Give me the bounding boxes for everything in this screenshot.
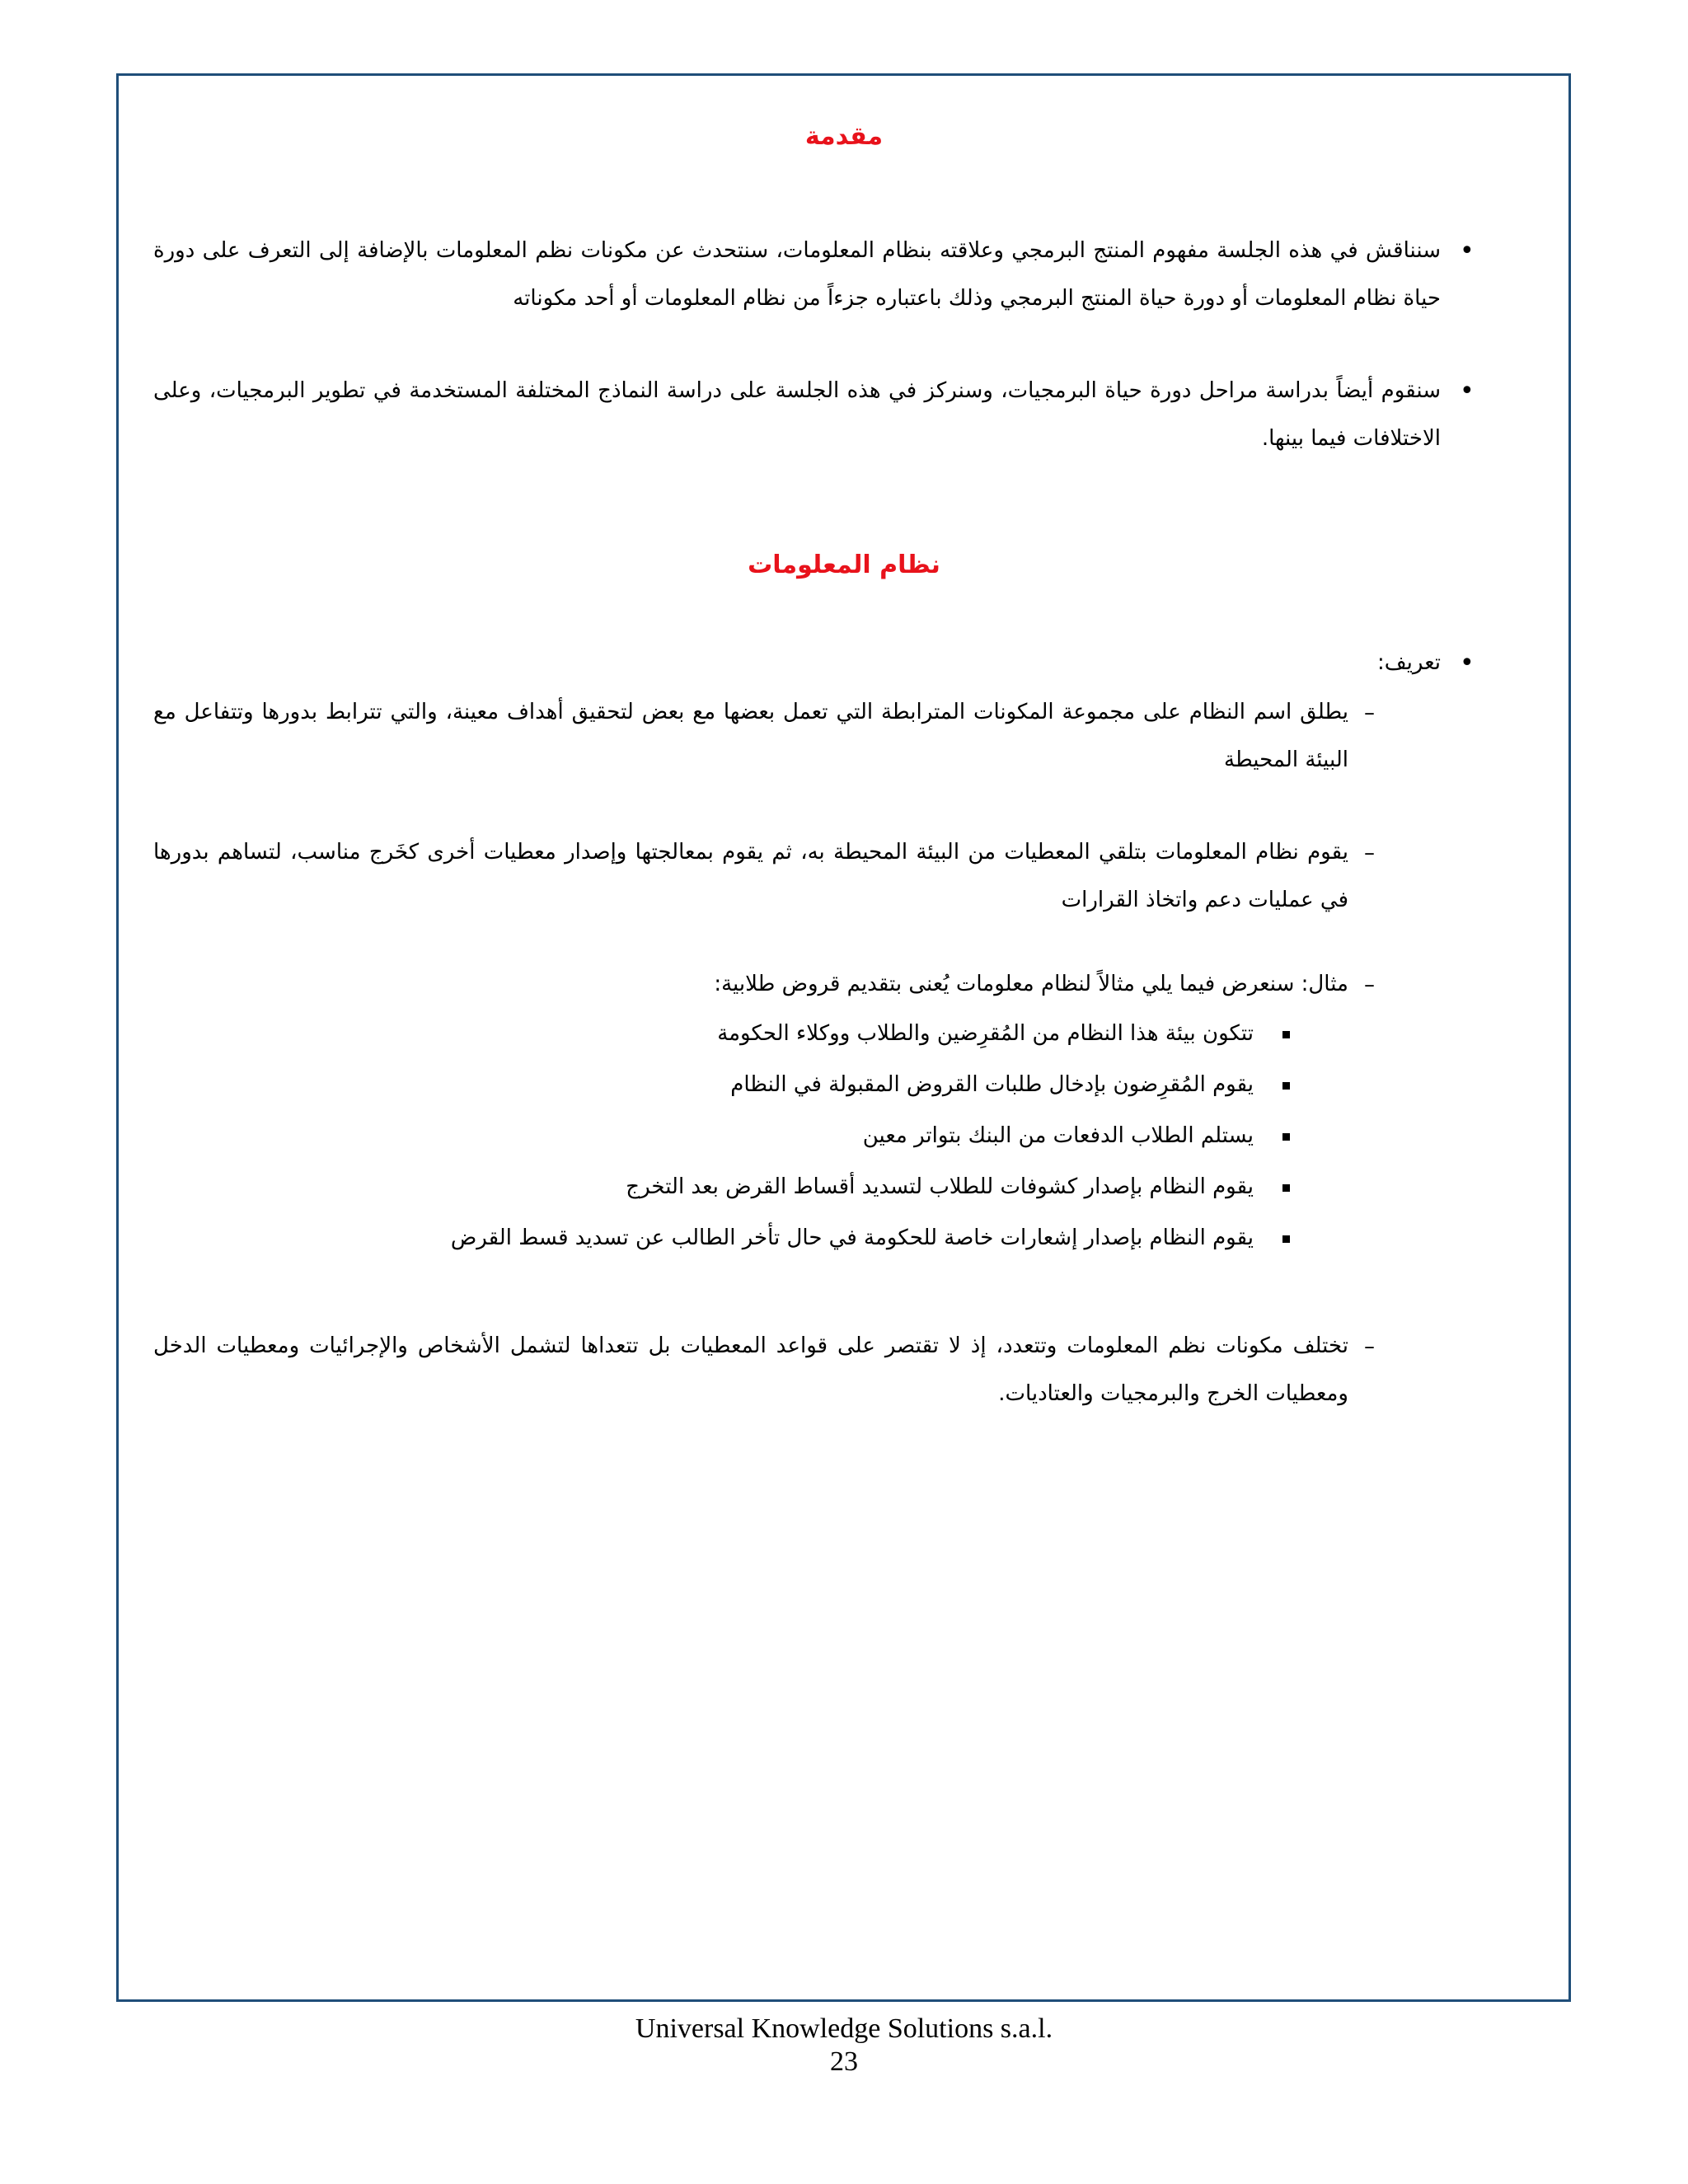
definition-item-2: يقوم نظام المعلومات بتلقي المعطيات من البيئة المحيطة به، ثم يقوم بمعالجتها وإصدار معطيات أخرى كخَرج مناسب، لتساهم بدورها في عمليات دعم واتخاذ القرارات xyxy=(153,840,1348,912)
section-heading-info-system: نظام المعلومات xyxy=(748,551,940,579)
example-intro: مثال: سنعرض فيما يلي مثالاً لنظام معلومات يُعنى بتقديم قروض طلابية: xyxy=(714,972,1348,996)
example-item-2: يقوم المُقرِضون بإدخال طلبات القروض المقبولة في النظام xyxy=(730,1072,1254,1097)
definition-label: تعريف: xyxy=(1376,650,1441,675)
square-bullet-icon xyxy=(1282,1031,1290,1038)
footer-company: Universal Knowledge Solutions s.a.l. xyxy=(635,2013,1053,2044)
definition-item-1: يطلق اسم النظام على مجموعة المكونات المترابطة التي تعمل بعضها مع بعض لتحقيق أهداف معينة، والتي تترابط بدورها وتتفاعل مع البيئة المحيطة xyxy=(153,700,1348,772)
example-item-1: تتكون بيئة هذا النظام من المُقرِضين والطلاب ووكلاء الحكومة xyxy=(717,1021,1254,1046)
dash-marker: – xyxy=(1364,972,1375,997)
bullet-marker: • xyxy=(1460,377,1475,405)
intro-bullet-2: سنقوم أيضاً بدراسة مراحل دورة حياة البرمجيات، وسنركز في هذه الجلسة على دراسة النماذج المختلفة المستخدمة في تطوير البرمجيات، وعلى الاختلافات فيما بينها. xyxy=(153,378,1441,451)
example-item-5: يقوم النظام بإصدار إشعارات خاصة للحكومة في حال تأخر الطالب عن تسديد قسط القرض xyxy=(450,1226,1254,1250)
dash-marker: – xyxy=(1364,841,1375,865)
dash-marker: – xyxy=(1364,701,1375,725)
intro-bullet-1: سنناقش في هذه الجلسة مفهوم المنتج البرمجي وعلاقته بنظام المعلومات، سنتحدث عن مكونات نظم المعلومات بالإضافة إلى التعرف على دورة حياة نظام المعلومات أو دورة حياة المنتج البرمجي وذلك باعتباره جزءاً من نظام المعلومات أو أحد مكوناته xyxy=(153,238,1441,311)
page-number: 23 xyxy=(830,2046,858,2077)
dash-marker: – xyxy=(1364,1334,1375,1359)
example-item-4: يقوم النظام بإصدار كشوفات للطلاب لتسديد أقساط القرض بعد التخرج xyxy=(626,1174,1254,1199)
square-bullet-icon xyxy=(1282,1133,1290,1141)
square-bullet-icon xyxy=(1282,1082,1290,1090)
square-bullet-icon xyxy=(1282,1235,1290,1243)
components-note: تختلف مكونات نظم المعلومات وتتعدد، إذ لا تقتصر على قواعد المعطيات بل تتعداها لتشمل الأشخاص والإجرائيات ومعطيات الدخل ومعطيات الخرج والبرمجيات والعتاديات. xyxy=(153,1333,1348,1406)
bullet-marker: • xyxy=(1460,237,1475,265)
square-bullet-icon xyxy=(1282,1184,1290,1192)
example-item-3: يستلم الطلاب الدفعات من البنك بتواتر معين xyxy=(862,1123,1254,1148)
bullet-marker: • xyxy=(1460,649,1475,677)
section-heading-intro: مقدمة xyxy=(804,122,884,151)
